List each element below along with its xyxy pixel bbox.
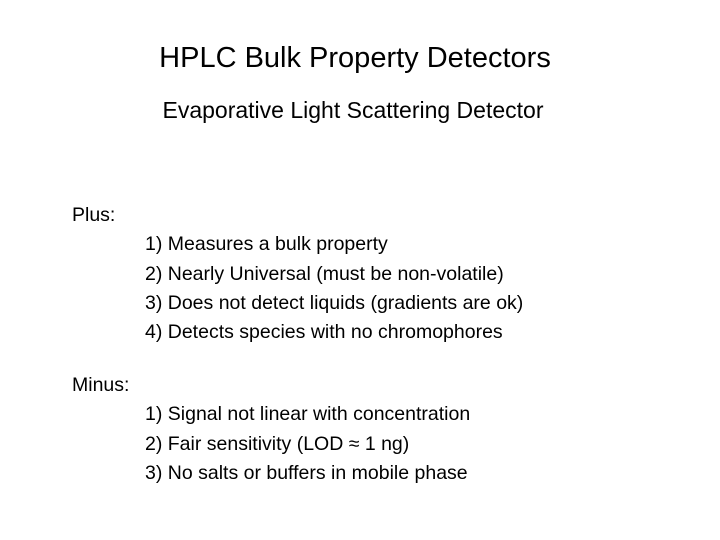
plus-item: 2) Nearly Universal (must be non-volatile) — [145, 262, 504, 285]
slide-subtitle: Evaporative Light Scattering Detector — [162, 97, 544, 123]
plus-section — [72, 201, 523, 347]
slide-title: HPLC Bulk Property Detectors — [159, 42, 551, 74]
plus-list — [72, 230, 523, 347]
plus-item: 4) Detects species with no chromophores — [145, 321, 503, 344]
minus-item: 2) Fair sensitivity (LOD ≈ 1 ng) — [145, 432, 410, 455]
minus-heading: Minus: — [72, 374, 130, 396]
plus-heading: Plus: — [72, 204, 116, 226]
minus-item: 3) No salts or buffers in mobile phase — [145, 461, 468, 484]
plus-item: 3) Does not detect liquids (gradients are ok) — [145, 291, 524, 314]
plus-item: 1) Measures a bulk property — [145, 233, 388, 256]
minus-section — [72, 371, 470, 488]
minus-item: 1) Signal not linear with concentration — [145, 403, 471, 426]
minus-list — [72, 400, 470, 488]
